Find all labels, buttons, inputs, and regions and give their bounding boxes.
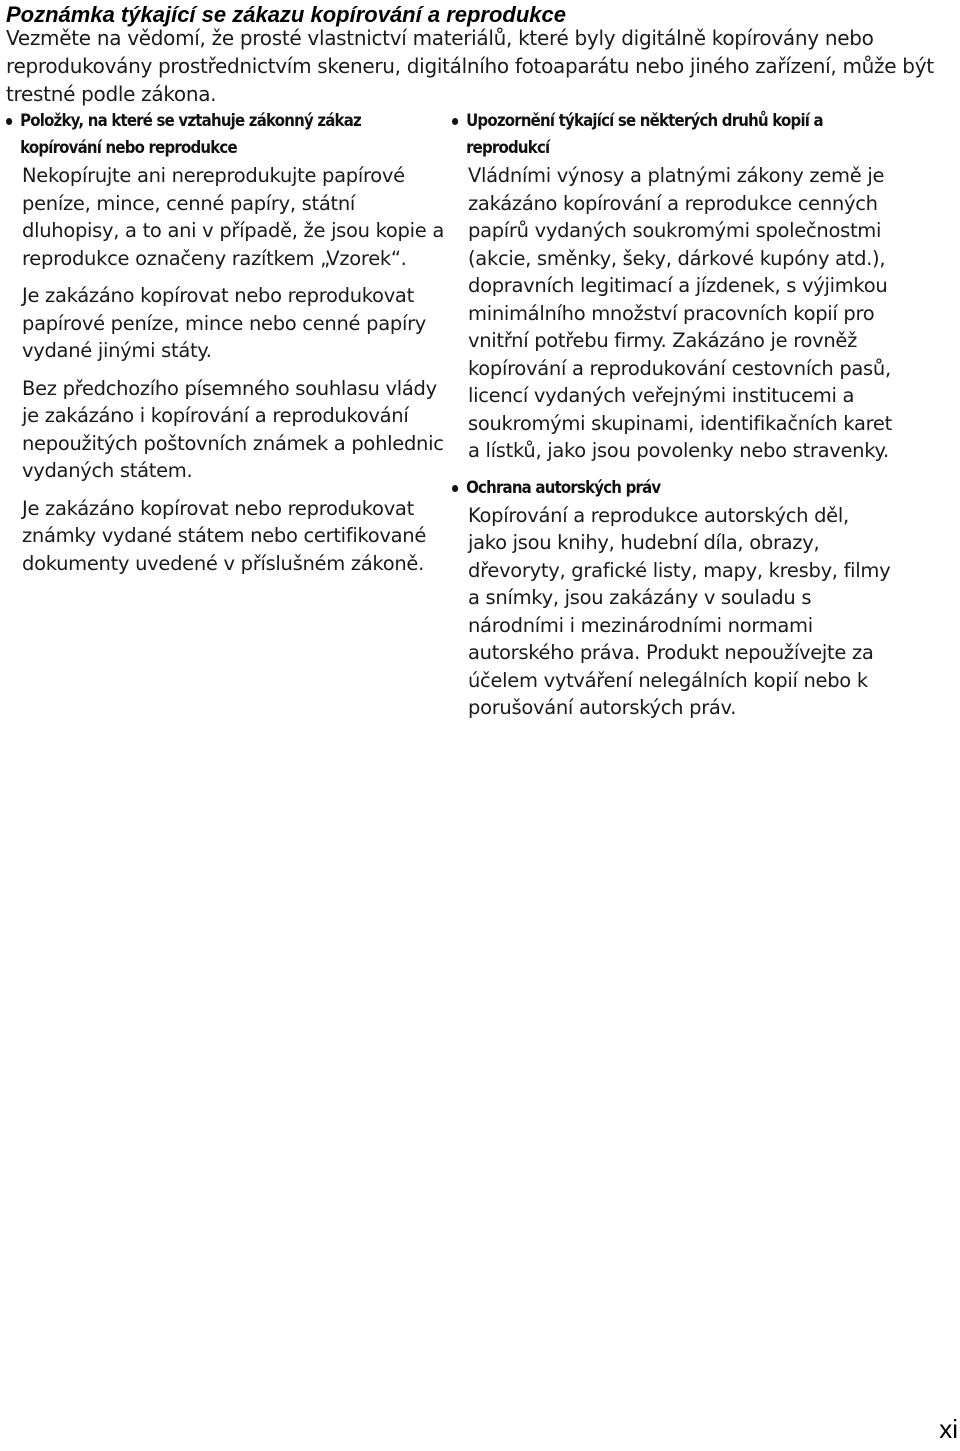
bullet-section-legal-prohibition	[6, 108, 446, 577]
body-paragraph: Kopírování a reprodukce autorských děl, jako jsou knihy, hudební díla, obrazy, dřevoryty, grafické listy, mapy, kresby, filmy a snímky, jsou zakázány v souladu s národními i mezinárodními normami autorského práva. Produkt nepoužívejte za účelem vytváření nelegálních kopií nebo k porušování autorských práv.	[468, 503, 891, 719]
body-paragraph: Bez předchozího písemného souhlasu vlády je zakázáno i kopírování a reprodukování nepoužitých poštovních známek a pohlednic vydaných státem.	[22, 376, 444, 482]
body-paragraph: Je zakázáno kopírovat nebo reprodukovat známky vydané státem nebo certifikované dokumenty uvedené v příslušném zákoně.	[22, 496, 427, 575]
bullet-section-copyright	[452, 475, 892, 722]
intro-paragraph: Vezměte na vědomí, že prosté vlastnictví materiálů, které byly digitálně kopírovány nebo reprodukovány prostřednictvím skeneru, digitálního fotoaparátu nebo jiného zařízení, může být trestné podle zákona.	[6, 26, 934, 106]
bullet-icon	[6, 118, 12, 125]
bullet-section-copy-warning	[452, 108, 892, 465]
section-heading: Ochrana autorských práv	[466, 477, 661, 498]
page-number: xi	[939, 1414, 958, 1444]
right-column	[452, 108, 892, 732]
section-heading: Upozornění týkající se některých druhů kopií a reprodukcí	[466, 111, 823, 158]
bullet-icon	[452, 118, 458, 125]
bullet-icon	[452, 485, 458, 492]
section-heading: Položky, na které se vztahuje zákonný zákaz kopírování nebo reprodukce	[20, 111, 361, 158]
page-title: Poznámka týkající se zákazu kopírování a reprodukce	[6, 2, 567, 27]
body-paragraph: Je zakázáno kopírovat nebo reprodukovat papírové peníze, mince nebo cenné papíry vydané jinými státy.	[22, 284, 427, 362]
body-paragraph: Nekopírujte ani nereprodukujte papírové peníze, mince, cenné papíry, státní dluhopisy, a to ani v případě, že jsou kopie a reprodukce označeny razítkem „Vzorek“.	[22, 164, 444, 270]
body-paragraph: Vládními výnosy a platnými zákony země je zakázáno kopírování a reprodukce cenných papírů vydaných soukromými společnostmi (akcie, směnky, šeky, dárkové kupóny atd.), dopravních legitimací a jízdenek, s výjimkou minimálního množství pracovních kopií pro vnitřní potřebu firmy. Zakázáno je rovněž kopírování a reprodukování cestovních pasů, licencí vydaných veřejnými institucemi a soukromými skupinami, identifikačních karet a lístků, jako jsou povolenky nebo stravenky.	[468, 164, 892, 462]
left-column	[6, 108, 446, 587]
